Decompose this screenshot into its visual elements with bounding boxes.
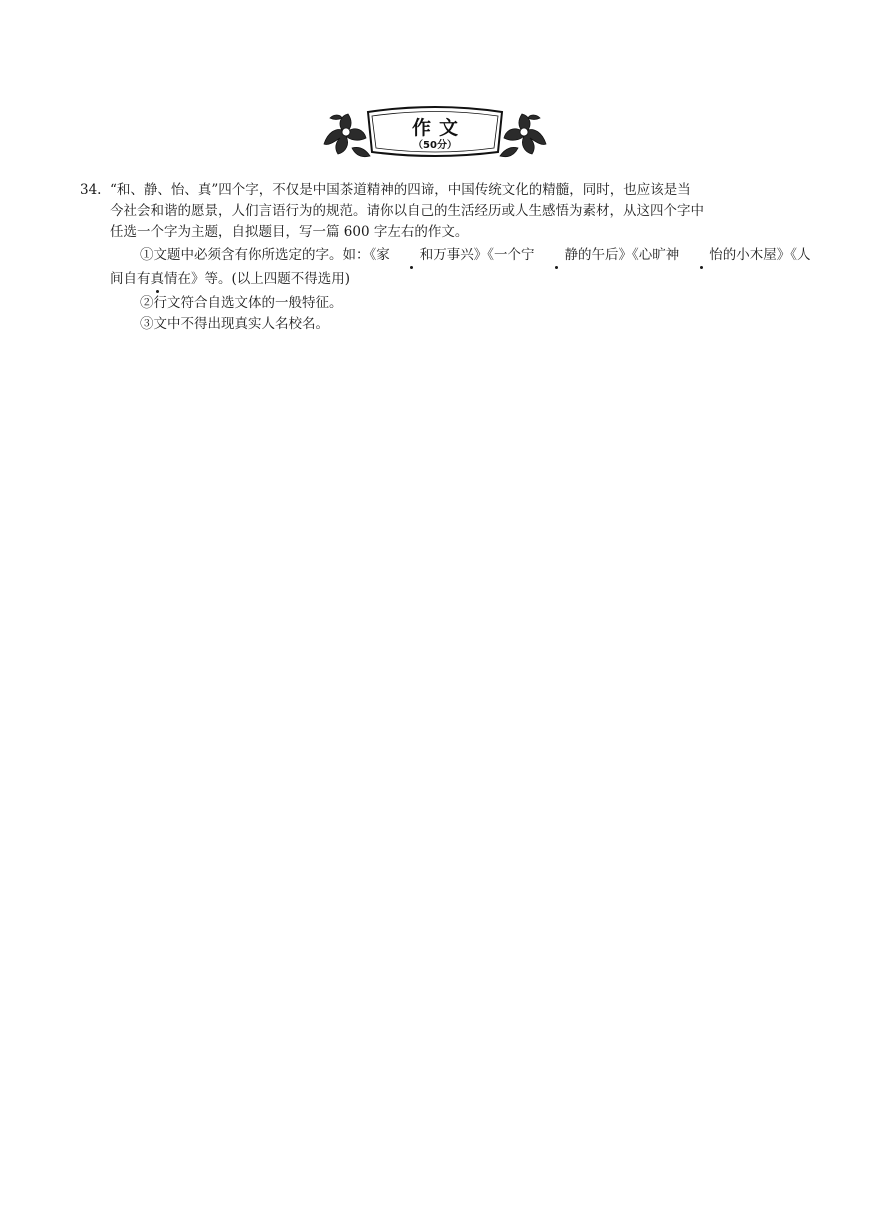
emphasis-char: 真 [151, 269, 165, 290]
requirement-1: ①文题中必须含有你所选定的字。如：《家 和万事兴》《一个宁 静的午后》《心旷神 怡的小木屋》《人 [110, 245, 795, 266]
requirement-3: ③文中不得出现真实人名校名。 [140, 316, 329, 332]
emphasis-char: 和 [390, 245, 434, 266]
question-prompt [110, 180, 795, 243]
prompt-line: 今社会和谐的愿景，人们言语行为的规范。请你以自己的生活经历或人生感悟为素材，从这四个字中 [110, 203, 704, 219]
prompt-line: 任选一个字为主题，自拟题目，写一篇 600 字左右的作文。 [110, 224, 469, 240]
essay-section-banner [322, 104, 548, 160]
requirement-2: ②行文符合自选文体的一般特征。 [140, 295, 343, 311]
emphasis-char: 怡 [679, 245, 723, 266]
banner-title: 作文 [411, 117, 466, 139]
requirement-1-continued: 间自有真情在》等。(以上四题不得选用) [110, 269, 795, 290]
question-number: 34. [80, 182, 102, 198]
essay-question [80, 180, 811, 335]
banner-score: （50分） [413, 140, 457, 151]
prompt-line: “和、静、怡、真”四个字，不仅是中国茶道精神的四谛，中国传统文化的精髓，同时，也应该是当 [110, 182, 691, 198]
requirements-list [110, 245, 811, 335]
emphasis-char: 静 [535, 245, 579, 266]
